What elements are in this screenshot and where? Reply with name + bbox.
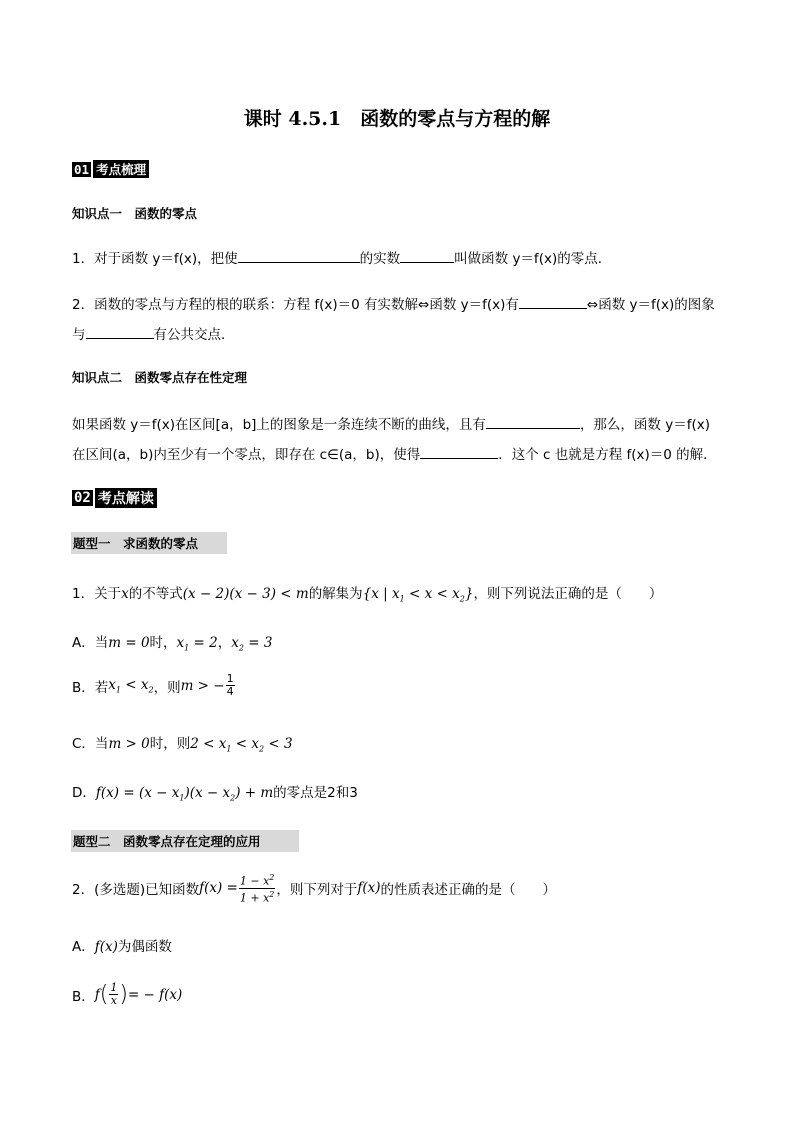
question-type-2: 题型二 函数零点存在定理的应用 (71, 830, 299, 852)
question-2-stem: 2．(多选题)已知函数 f(x) = $\frac{1 - x^2}{1 + x^2}$ ，则下列对于 f(x) 的性质表述正确的是（ ） (72, 873, 557, 905)
fill-blank (519, 295, 587, 309)
question-1-option-a: A．当m = 0时，$x_1 = 2$，$x_2 = 3$ (72, 635, 273, 653)
section-label: 考点梳理 (93, 160, 149, 178)
fraction: $\frac{1 - x^2}{1 + x^2}$ (239, 873, 275, 905)
item-1: 1．对于函数 y＝f(x)，把使 的实数 叫做函数 y＝f(x)的零点． (72, 251, 612, 267)
question-1-stem: 1．关于x的不等式(x − 2)(x − 3) < m的解集为{x | $x_1 < x < x_2$}，则下列说法正确的是（ ） (72, 586, 663, 604)
question-1-option-b: B．若 $x_1 < x_2$ ，则 m > − $\frac{1}{4}$ (72, 672, 234, 698)
section-number: 02 (74, 490, 91, 506)
question-2-option-b: B． f ( $\frac{1}{x}$ ) = − f(x) (72, 981, 183, 1007)
section-header-1 (72, 160, 149, 178)
fill-blank (420, 445, 498, 459)
fill-blank (238, 249, 360, 263)
knowledge-point-2-title: 知识点二 函数零点存在性定理 (72, 370, 248, 385)
section-label: 考点解读 (95, 488, 157, 508)
fraction: $\frac{1}{x}$ (110, 981, 118, 1007)
section-header-2 (72, 488, 157, 508)
question-2-option-a: A．f(x)为偶函数 (72, 939, 172, 955)
question-type-1: 题型一 求函数的零点 (71, 532, 227, 554)
fill-blank (400, 249, 454, 263)
fraction: $\frac{1}{4}$ (226, 672, 234, 698)
fill-blank (486, 415, 580, 429)
section-number: 01 (74, 161, 90, 177)
theorem-line-2: 在区间(a，b)内至少有一个零点，即存在 c∈(a，b)，使得 ．这个 c 也就是方程 f(x)＝0 的解． (72, 447, 717, 463)
fill-blank (86, 325, 154, 339)
knowledge-point-1-title: 知识点一 函数的零点 (72, 206, 198, 221)
theorem-line-1: 如果函数 y＝f(x)在区间[a，b]上的图象是一条连续不断的曲线，且有 ，那么，函数 y＝f(x) (72, 417, 710, 433)
item-2-line-1: 2．函数的零点与方程的根的联系：方程 f(x)＝0 有实数解⇔函数 y＝f(x)有 ⇔函数 y＝f(x)的图象 (72, 297, 715, 313)
page-title: 课时 4.5.1 函数的零点与方程的解 (243, 108, 551, 130)
question-1-option-c: C．当m > 0时，则$2 < x_1 < x_2 < 3$ (72, 736, 293, 754)
item-2-line-2: 与 有公共交点． (72, 327, 235, 343)
question-1-option-d: D．$f(x) = (x - x_1)(x - x_2) + m$的零点是2和3 (72, 785, 358, 803)
